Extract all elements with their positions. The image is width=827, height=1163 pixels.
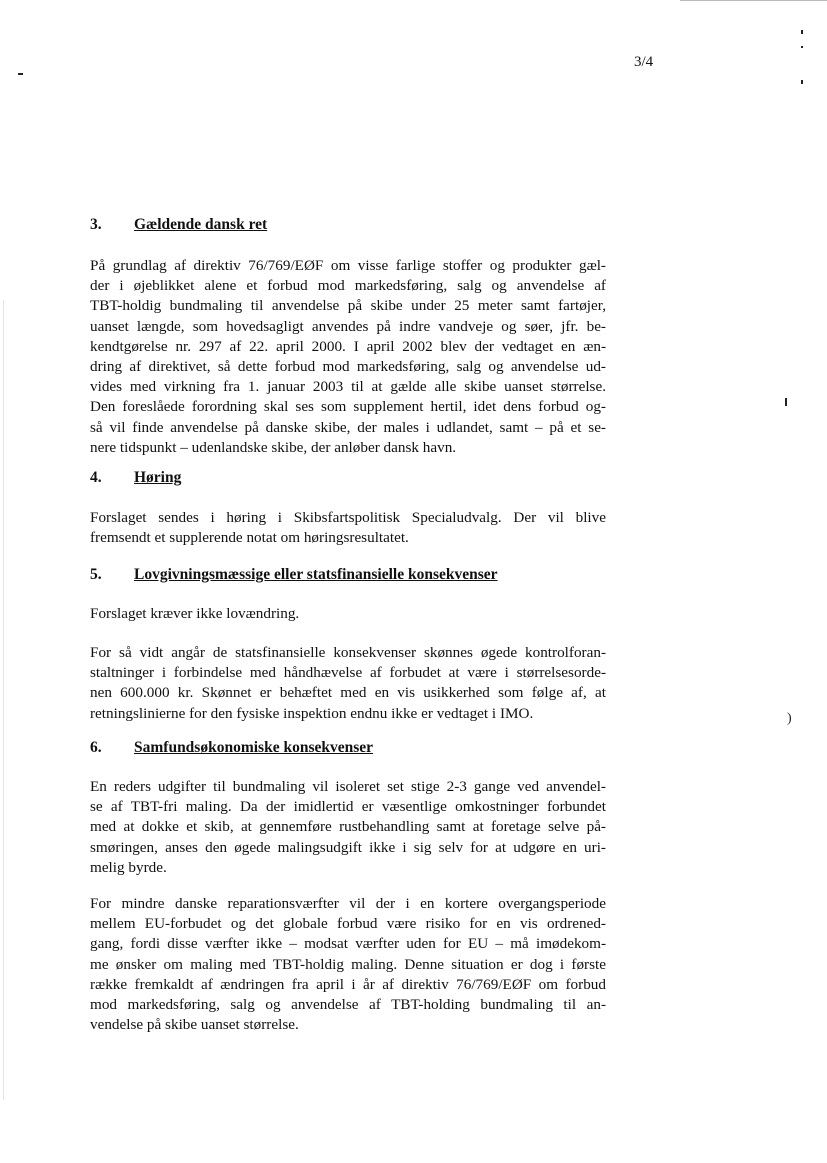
text-line: der i øjeblikket alene et forbud mod markedsføring, salg og anvendelse af bbox=[90, 277, 606, 295]
scan-edge-mark: ) bbox=[787, 711, 792, 726]
section-4-paragraph-1 bbox=[90, 508, 606, 548]
scan-speck bbox=[801, 46, 803, 48]
section-number: 6. bbox=[90, 739, 102, 756]
section-number: 3. bbox=[90, 216, 102, 233]
text-line: Forslaget kræver ikke lovændring. bbox=[90, 605, 300, 622]
section-heading-5 bbox=[90, 566, 498, 584]
section-heading-3 bbox=[90, 216, 267, 234]
section-heading-4 bbox=[90, 469, 181, 487]
text-line: For mindre danske reparationsværfter vil der i en kortere overgangsperiode bbox=[90, 895, 606, 912]
section-number: 5. bbox=[90, 566, 102, 583]
text-line: nere tidspunkt – udenlandske skibe, der anløber dansk havn. bbox=[90, 438, 457, 456]
section-6-paragraph-1 bbox=[90, 777, 606, 878]
text-line: med at dokke et skib, at gennemføre rustbehandling samt at foretage selve på- bbox=[90, 818, 606, 836]
text-line: nen 600.000 kr. Skønnet er behæftet med en vis usikkerhed som følge af, at bbox=[90, 684, 606, 702]
text-line: så vil finde anvendelse på danske skibe, der males i udlandet, samt – på et se- bbox=[90, 418, 606, 436]
section-6-paragraph-2 bbox=[90, 894, 606, 1035]
text-line: me ønsker om maling med TBT-holdig maling. Denne situation er dog i første bbox=[90, 955, 606, 973]
text-line: mod markedsføring, salg og anvendelse af TBT-holding bundmaling til an- bbox=[90, 996, 606, 1014]
section-3-paragraph-1 bbox=[90, 256, 606, 458]
page-number: 3/4 bbox=[634, 54, 654, 70]
text-line: række fremkaldt af ændringen fra april i år af direktiv 76/769/EØF om forbud bbox=[90, 975, 606, 993]
scan-speck bbox=[801, 80, 803, 84]
scan-speck bbox=[801, 30, 803, 34]
text-line: vendelse på skibe uanset størrelse. bbox=[90, 1016, 299, 1034]
scan-left-edge bbox=[3, 300, 4, 1100]
section-title: Høring bbox=[134, 469, 182, 486]
section-number: 4. bbox=[90, 469, 102, 486]
section-5-paragraph-2 bbox=[90, 643, 606, 724]
text-line: Forslaget sendes i høring i Skibsfartspolitisk Specialudvalg. Der vil blive bbox=[90, 509, 606, 526]
text-line: uanset længde, som hovedsagligt anvendes på indre vandveje og søer, jfr. be- bbox=[90, 317, 606, 335]
scan-speck bbox=[18, 73, 23, 75]
text-line: vides med virkning fra 1. januar 2003 til at gælde alle skibe uanset størrelse. bbox=[90, 378, 606, 396]
text-line: For så vidt angår de statsfinansielle konsekvenser skønnes øgede kontrolforan- bbox=[90, 644, 606, 661]
scan-top-edge bbox=[680, 0, 827, 1]
section-title: Gældende dansk ret bbox=[134, 216, 268, 233]
text-line: fremsendt et supplerende notat om høringsresultatet. bbox=[90, 529, 409, 547]
text-line: retningslinierne for den fysiske inspektion endnu ikke er vedtaget i IMO. bbox=[90, 704, 534, 722]
section-heading-6 bbox=[90, 739, 373, 757]
text-line: se af TBT-fri maling. Da der imidlertid er væsentlige omkostninger forbundet bbox=[90, 798, 606, 816]
section-title: Samfundsøkonomiske konsekvenser bbox=[134, 739, 374, 756]
text-line: melig byrde. bbox=[90, 858, 167, 876]
text-line: På grundlag af direktiv 76/769/EØF om visse farlige stoffer og produkter gæl- bbox=[90, 257, 606, 274]
scan-speck bbox=[785, 398, 787, 406]
text-line: staltninger i forbindelse med håndhævelse af forbudet at være i størrelsesorde- bbox=[90, 664, 606, 682]
section-title: Lovgivningsmæssige eller statsfinansielle konsekvenser bbox=[134, 566, 498, 583]
text-line: dring af direktivet, så dette forbud mod markedsføring, salg og anvendelse ud- bbox=[90, 358, 606, 376]
text-line: gang, fordi disse værfter ikke – modsat værfter uden for EU – må imødekom- bbox=[90, 935, 606, 953]
text-line: TBT-holdig bundmaling til anvendelse på skibe under 25 meter samt fartøjer, bbox=[90, 297, 606, 315]
section-5-paragraph-1 bbox=[90, 604, 606, 624]
text-line: mellem EU-forbudet og det globale forbud være risiko for en vis ordrened- bbox=[90, 915, 606, 933]
text-line: Den foreslåede forordning skal ses som supplement hertil, idet dens forbud og- bbox=[90, 398, 606, 416]
text-line: smøringen, anses den øgede malingsudgift ikke i sig selv for at udgøre en uri- bbox=[90, 838, 606, 856]
text-line: kendtgørelse nr. 297 af 22. april 2000. I april 2002 blev der vedtaget en æn- bbox=[90, 337, 606, 355]
text-line: En reders udgifter til bundmaling vil isoleret set stige 2-3 gange ved anvendel- bbox=[90, 778, 606, 795]
